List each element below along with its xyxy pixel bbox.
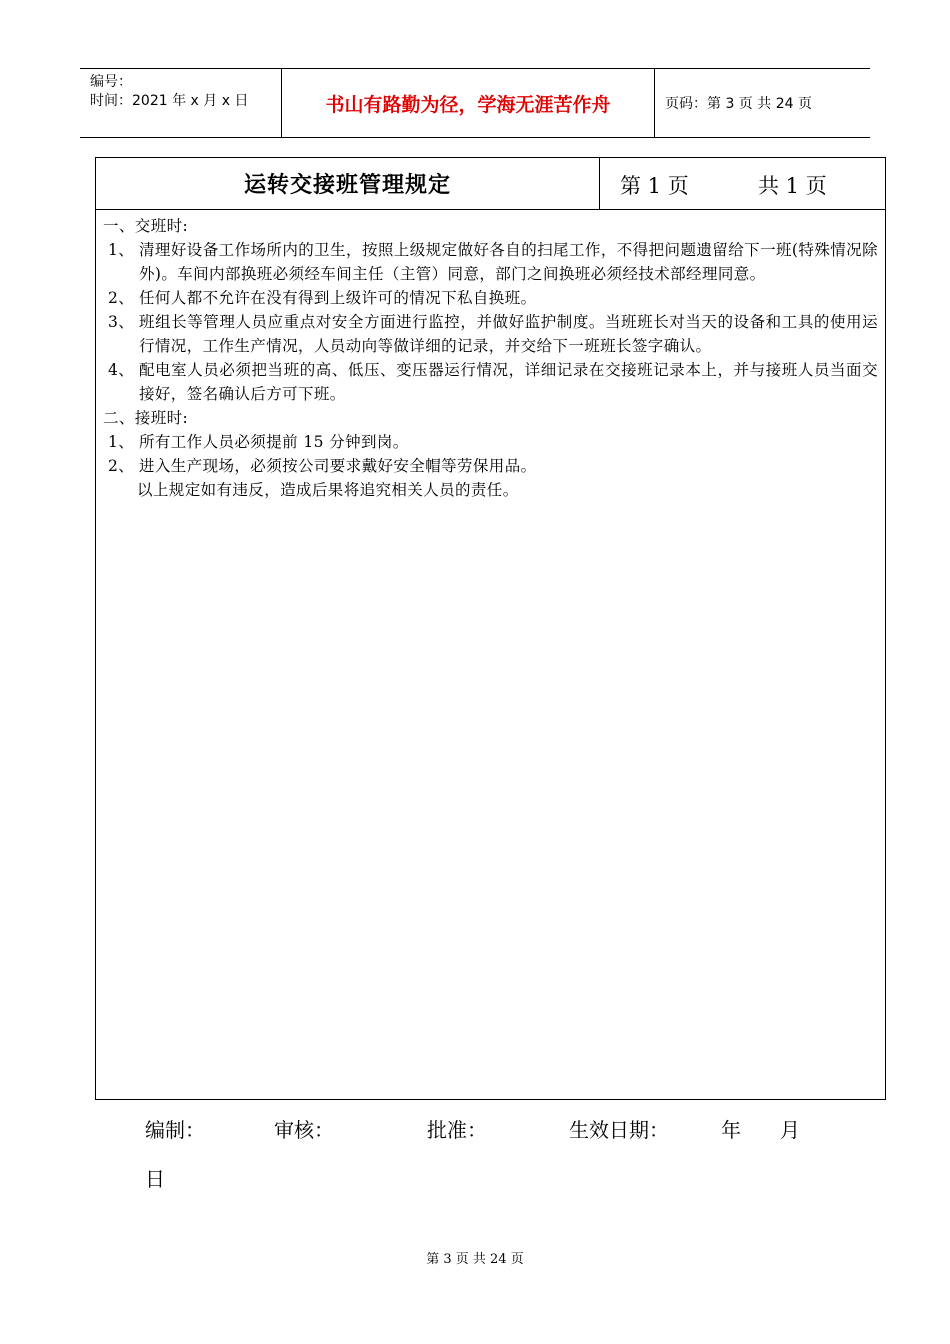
total-pages: 共 1 页 (758, 174, 827, 198)
header-divider (281, 69, 282, 137)
list-item (103, 310, 878, 358)
list-item (103, 238, 878, 286)
effective-date-label: 生效日期： (569, 1118, 669, 1142)
section-heading: 一、交班时: (103, 217, 189, 235)
item-text: 所有工作人员必须提前 15 分钟到岗。 (139, 433, 409, 451)
page-cell (600, 158, 885, 209)
date-line: 时间：2021 年 x 月 x 日 (90, 93, 249, 109)
item-text: 清理好设备工作场所内的卫生，按照上级规定做好各自的扫尾工作，不得把问题遗留给下一班(特殊情况除外)。车间内部换班必须经车间主任（主管）同意，部门之间换班必须经技术部经理同意。 (139, 241, 878, 283)
prepared-by-label: 编制： (145, 1118, 205, 1142)
day-label: 日 (145, 1167, 165, 1191)
year-label: 年 (721, 1118, 741, 1142)
item-number: 1、 (108, 241, 135, 259)
header-meta (90, 73, 280, 111)
page-footer: 第 3 页 共 24 页 (426, 1252, 524, 1267)
item-text: 进入生产现场，必须按公司要求戴好安全帽等劳保用品。 (139, 457, 537, 475)
list-item (103, 358, 878, 406)
item-number: 3、 (108, 313, 135, 331)
approved-by-label: 批准： (427, 1118, 487, 1142)
list-item (103, 454, 878, 478)
item-number: 4、 (108, 361, 135, 379)
header-page-info: 页码：第 3 页 共 24 页 (665, 96, 812, 112)
reviewed-by-label: 审核： (274, 1118, 334, 1142)
title-row (96, 158, 885, 210)
item-number: 1、 (108, 433, 135, 451)
header-divider (654, 69, 655, 137)
document-title: 运转交接班管理规定 (96, 158, 600, 209)
serial-number-label: 编号： (90, 74, 132, 90)
item-number: 2、 (108, 289, 135, 307)
section-heading: 二、接班时: (103, 409, 189, 427)
document-header (80, 68, 870, 138)
header-motto: 书山有路勤为径，学海无涯苦作舟 (325, 93, 611, 116)
current-page: 第 1 页 (620, 174, 689, 198)
regulation-table (95, 157, 886, 1100)
item-text: 任何人都不允许在没有得到上级许可的情况下私自换班。 (139, 289, 537, 307)
closing-statement: 以上规定如有违反，造成后果将追究相关人员的责任。 (137, 481, 519, 499)
item-number: 2、 (108, 457, 135, 475)
item-text: 配电室人员必须把当班的高、低压、变压器运行情况，详细记录在交接班记录本上，并与接班人员当面交接好，签名确认后方可下班。 (139, 361, 878, 403)
list-item (103, 286, 878, 310)
month-label: 月 (780, 1118, 800, 1142)
list-item (103, 430, 878, 454)
regulation-body (103, 214, 878, 502)
item-text: 班组长等管理人员应重点对安全方面进行监控，并做好监护制度。当班班长对当天的设备和工具的使用运行情况，工作生产情况，人员动向等做详细的记录，并交给下一班班长签字确认。 (139, 313, 878, 355)
